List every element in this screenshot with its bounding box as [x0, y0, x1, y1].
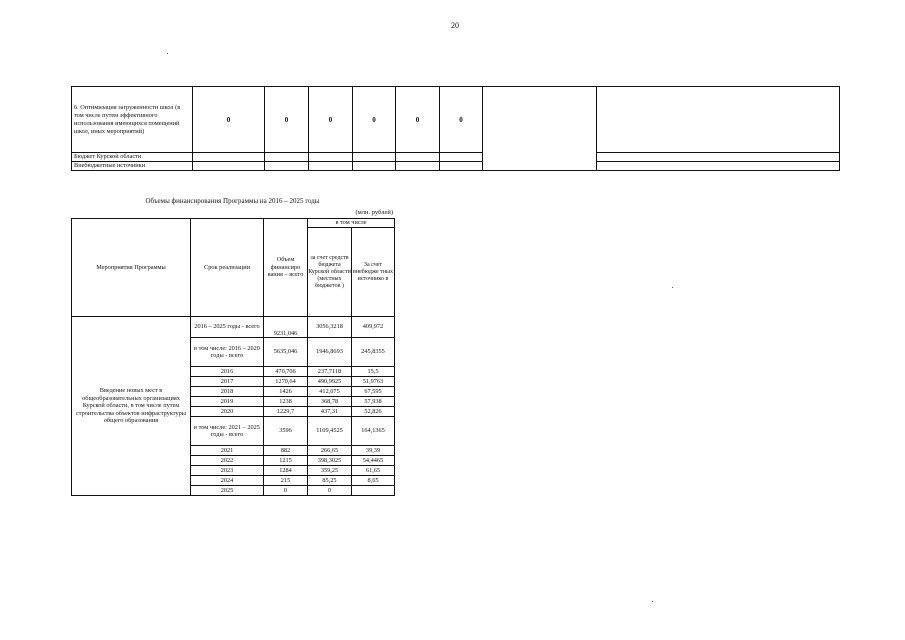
header-activity: Мероприятия Программы: [72, 219, 191, 317]
total-cell: 882: [264, 446, 308, 456]
regional-cell: 359,25: [308, 466, 352, 476]
period-cell: 2016 – 2025 годы - всего: [191, 317, 264, 338]
extra-cell: 164,1365: [352, 417, 395, 446]
total-cell: 1238: [264, 397, 308, 407]
empty-cell: [597, 87, 840, 153]
empty-cell: [396, 153, 440, 162]
empty-cell: [265, 162, 309, 171]
total-cell: 470,706: [264, 367, 308, 377]
value-cell: 0: [353, 87, 396, 153]
empty-cell: [309, 153, 353, 162]
sub-row: [72, 153, 840, 162]
total-cell: 0: [264, 486, 308, 496]
extra-cell: 51,9763: [352, 377, 395, 387]
total-cell: 5635,046: [264, 338, 308, 367]
header-period: Срок реализации: [191, 219, 264, 317]
extra-cell: 57,938: [352, 397, 395, 407]
scan-speck: [672, 287, 673, 288]
extra-cell: [352, 486, 395, 496]
empty-cell: [597, 153, 840, 162]
value-cell: 0: [193, 87, 265, 153]
total-cell: 1215: [264, 456, 308, 466]
regional-cell: 0: [308, 486, 352, 496]
period-cell: 2025: [191, 486, 264, 496]
scan-speck: [652, 601, 653, 602]
extra-cell: 409,972: [352, 317, 395, 338]
activities-table: [71, 86, 840, 171]
empty-cell: [483, 87, 597, 171]
regional-cell: 237,7118: [308, 367, 352, 377]
header-regional: за счет средств бюджета Курской области (местных бюджетов ): [308, 228, 352, 317]
header-total: Объем финансиро вания – всего: [264, 219, 308, 317]
header-including: в том числе: [308, 219, 395, 228]
value-cell: 0: [396, 87, 440, 153]
total-cell: 9231,046: [264, 317, 308, 338]
period-cell: 2022: [191, 456, 264, 466]
period-cell: 2023: [191, 466, 264, 476]
total-cell: 1270,64: [264, 377, 308, 387]
period-cell: 2016: [191, 367, 264, 377]
sub-row-label: Внебюджетные источники: [72, 162, 193, 171]
activity-name: Введение новых мест в общеобразовательных организациях Курской области, в том числе путем строительства объектов инфраструктуры общего образования: [72, 317, 191, 496]
header-row: [72, 219, 395, 228]
total-cell: 1426: [264, 387, 308, 397]
total-cell: 1284: [264, 466, 308, 476]
empty-cell: [597, 162, 840, 171]
empty-cell: [440, 162, 483, 171]
empty-cell: [193, 162, 265, 171]
period-cell: в том числе: 2016 – 2020 годы - всего: [191, 338, 264, 367]
regional-cell: 368,78: [308, 397, 352, 407]
extra-cell: 54,4465: [352, 456, 395, 466]
period-cell: 2019: [191, 397, 264, 407]
funding-title: Объемы финансирования Программы на 2016 – 2025 годы: [145, 197, 320, 205]
regional-cell: 85,25: [308, 476, 352, 486]
regional-cell: 437,31: [308, 407, 352, 417]
empty-cell: [309, 162, 353, 171]
funding-unit: (млн. рублей): [355, 209, 393, 216]
total-cell: 1229,7: [264, 407, 308, 417]
regional-cell: 266,65: [308, 446, 352, 456]
empty-cell: [265, 153, 309, 162]
empty-cell: [353, 162, 396, 171]
period-cell: в том числе: 2021 – 2025 годы - всего: [191, 417, 264, 446]
extra-cell: 52,826: [352, 407, 395, 417]
empty-cell: [440, 153, 483, 162]
period-cell: 2020: [191, 407, 264, 417]
empty-cell: [353, 153, 396, 162]
total-cell: 215: [264, 476, 308, 486]
value-cell: 0: [440, 87, 483, 153]
scan-speck: [167, 53, 168, 54]
activity-name: 6. Оптимизация загруженности школ (в том числе путем эффективного использования имеющихся помещений школ, иных мероприятий): [72, 87, 193, 153]
period-cell: 2021: [191, 446, 264, 456]
empty-cell: [396, 162, 440, 171]
extra-cell: 245,8355: [352, 338, 395, 367]
extra-cell: 8,65: [352, 476, 395, 486]
activity-row: [72, 87, 840, 153]
extra-cell: 61,65: [352, 466, 395, 476]
period-cell: 2017: [191, 377, 264, 387]
regional-cell: 398,3025: [308, 456, 352, 466]
extra-cell: 39,39: [352, 446, 395, 456]
extra-cell: 15,5: [352, 367, 395, 377]
sub-row-label: Бюджет Курской области: [72, 153, 193, 162]
regional-cell: 490,9925: [308, 377, 352, 387]
page-number: 20: [451, 21, 459, 30]
funding-table: [71, 218, 395, 496]
period-cell: 2018: [191, 387, 264, 397]
regional-cell: 412,075: [308, 387, 352, 397]
regional-cell: 3056,3218: [308, 317, 352, 338]
sub-row: [72, 162, 840, 171]
total-cell: 3596: [264, 417, 308, 446]
table-row: [72, 317, 395, 338]
header-extra: За счет внебюдже тных источнико в: [352, 228, 395, 317]
regional-cell: 1109,4525: [308, 417, 352, 446]
regional-cell: 1946,8693: [308, 338, 352, 367]
value-cell: 0: [265, 87, 309, 153]
period-cell: 2024: [191, 476, 264, 486]
value-cell: 0: [309, 87, 353, 153]
extra-cell: 67,595: [352, 387, 395, 397]
empty-cell: [193, 153, 265, 162]
